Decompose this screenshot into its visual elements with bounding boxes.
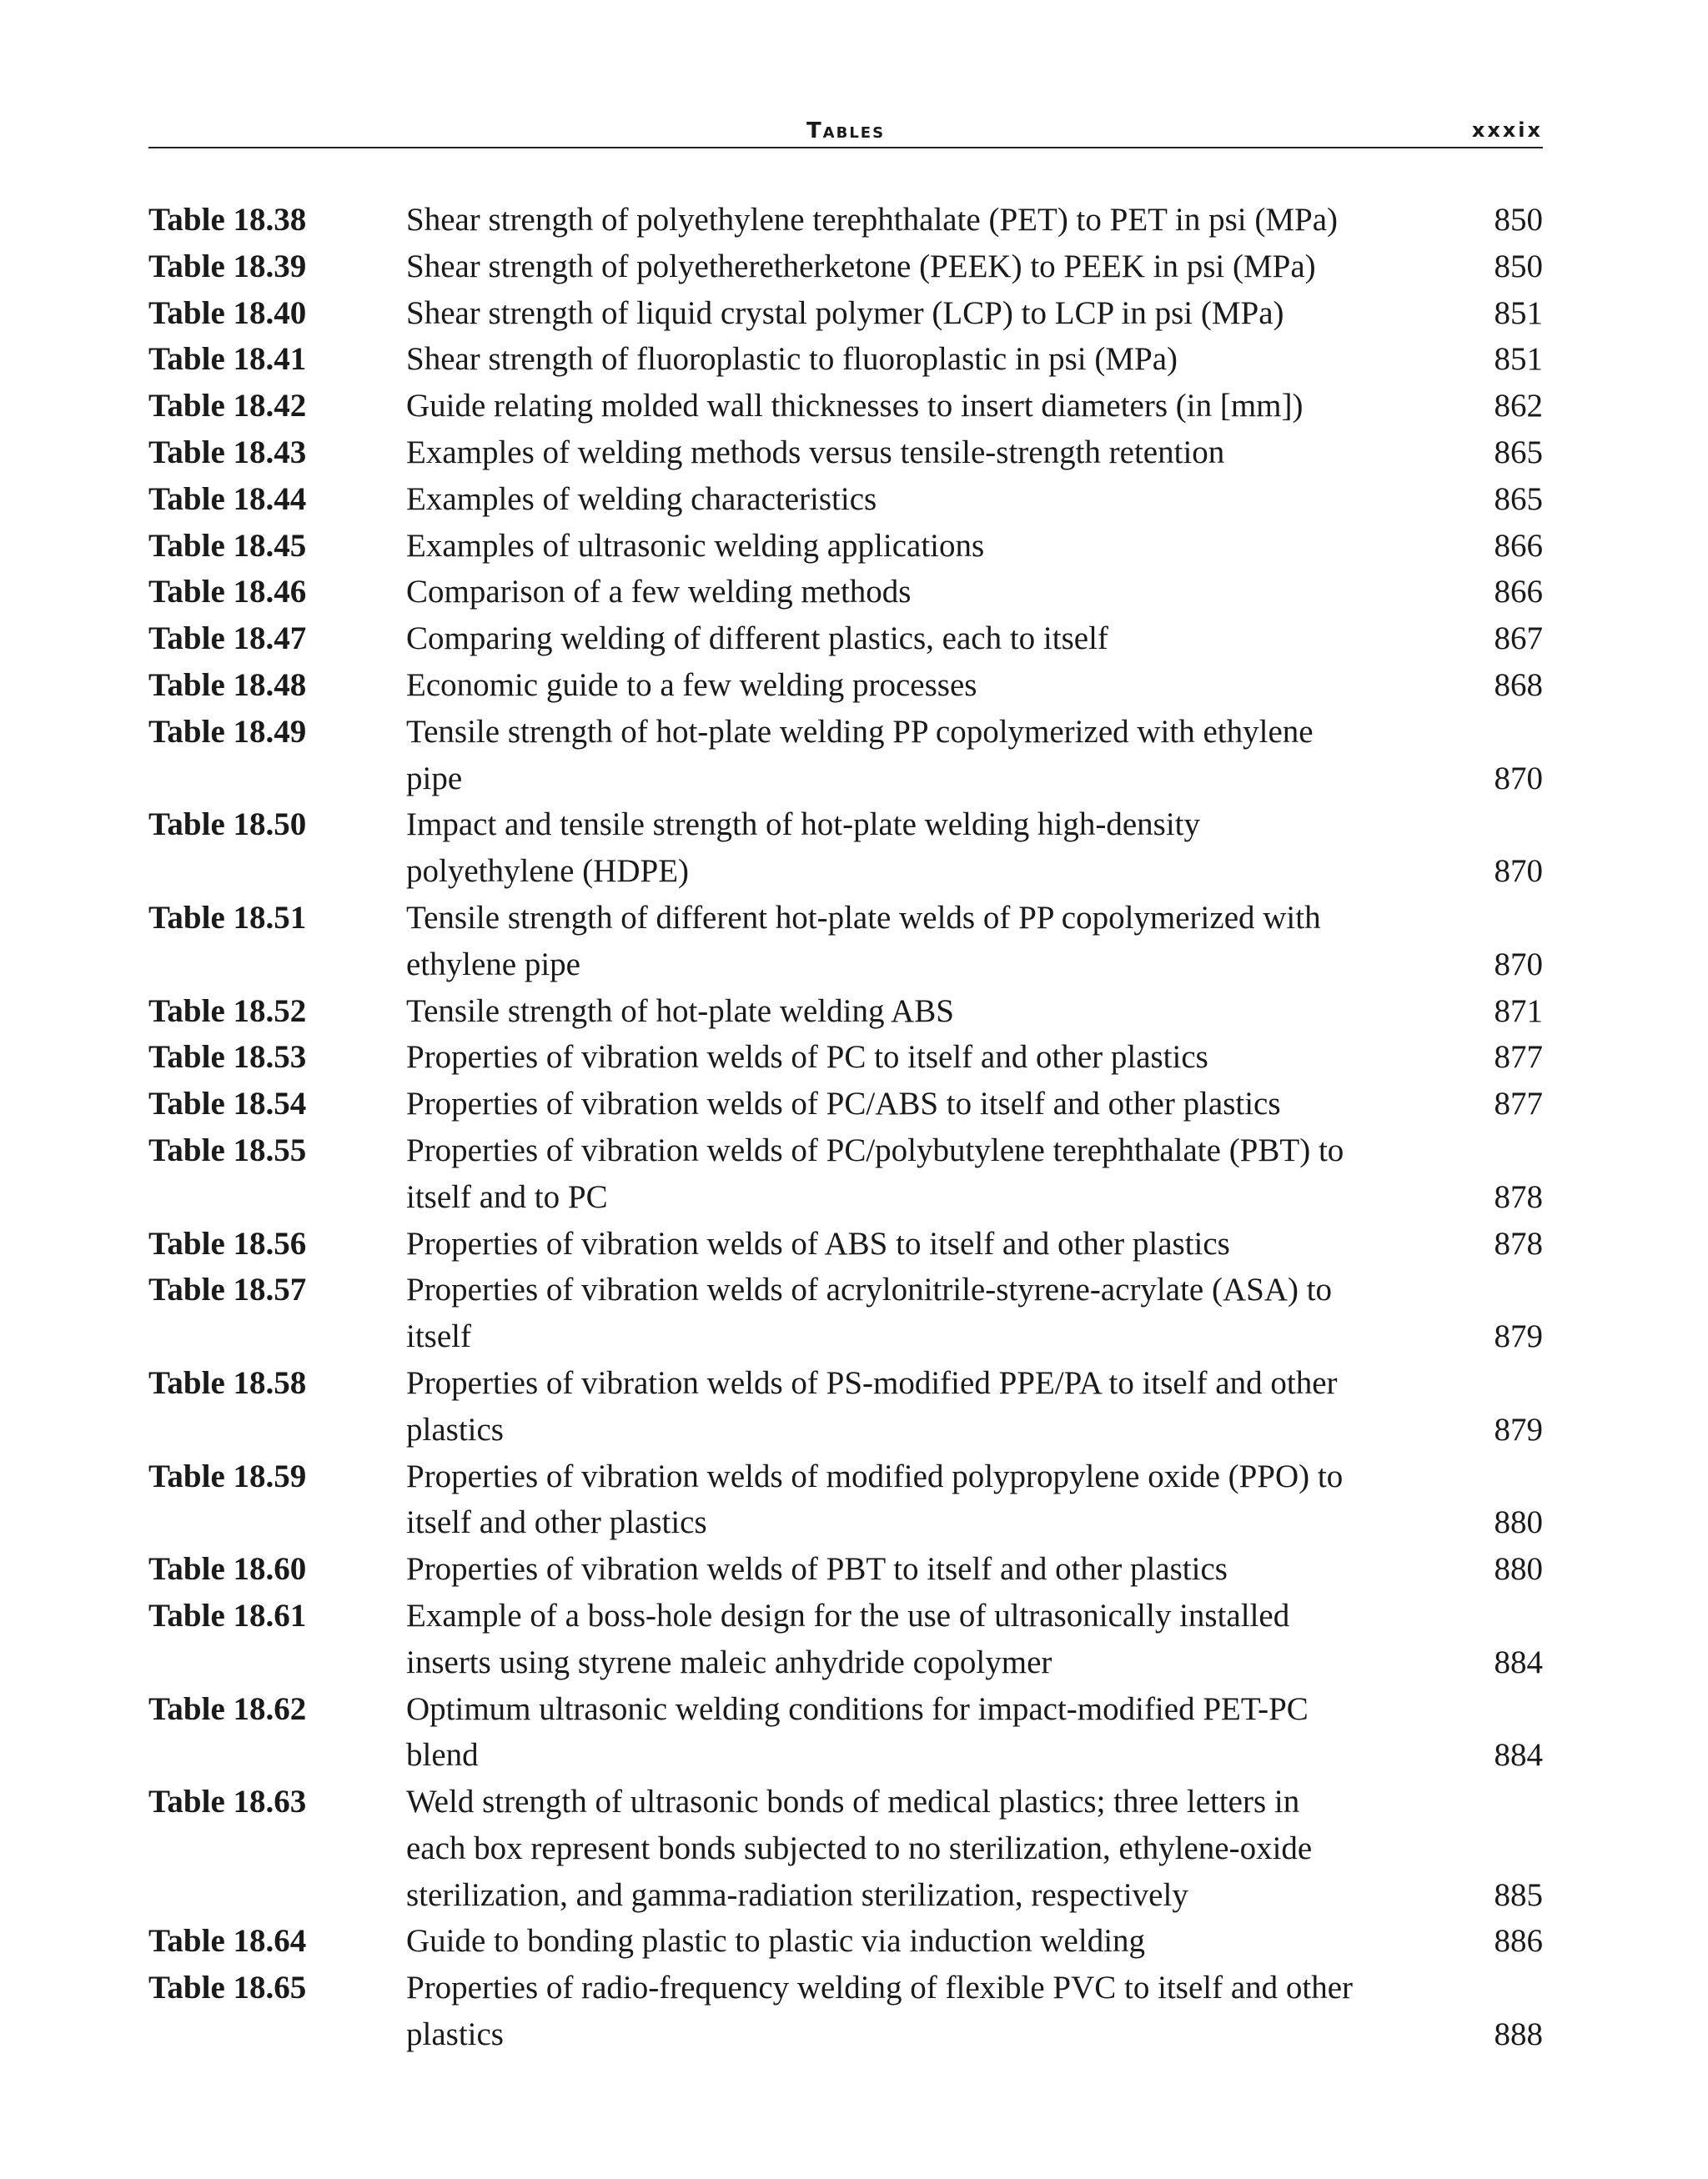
- table-title-line: Properties of vibration welds of acrylonitrile-styrene-acrylate (ASA) to: [406, 1272, 1333, 1308]
- page-reference: 850: [1494, 248, 1543, 284]
- table-title: [406, 523, 1468, 570]
- list-item: [148, 801, 1543, 895]
- table-title-line: itself and other plastics: [406, 1504, 707, 1541]
- table-title: [406, 801, 1468, 895]
- list-item: [148, 1686, 1543, 1780]
- page-reference: 866: [1494, 527, 1543, 564]
- page-reference: 884: [1494, 1737, 1543, 1774]
- page-reference: 886: [1494, 1923, 1543, 1960]
- list-item: [148, 1779, 1543, 1918]
- list-item: [148, 1221, 1543, 1268]
- table-title: [406, 1965, 1468, 2058]
- list-item: [148, 244, 1543, 290]
- table-title-line: Optimum ultrasonic welding conditions for impact-modified PET-PC: [406, 1690, 1309, 1727]
- table-title: [406, 1779, 1468, 1918]
- table-title: [406, 476, 1468, 523]
- page-reference: 865: [1494, 480, 1543, 517]
- page-reference: 865: [1494, 434, 1543, 470]
- table-number: Table 18.45: [148, 527, 307, 564]
- page-reference: 884: [1494, 1644, 1543, 1680]
- list-item: [148, 429, 1543, 476]
- page-reference: 851: [1494, 341, 1543, 378]
- table-title-line: blend: [406, 1737, 479, 1774]
- table-number: Table 18.56: [148, 1225, 307, 1262]
- table-number: Table 18.43: [148, 434, 307, 470]
- page-reference: 871: [1494, 992, 1543, 1029]
- list-item: [148, 476, 1543, 523]
- table-number: Table 18.39: [148, 248, 307, 284]
- page-reference: 850: [1494, 202, 1543, 238]
- page-reference: 879: [1494, 1411, 1543, 1448]
- page-reference: 866: [1494, 574, 1543, 610]
- table-number: Table 18.41: [148, 341, 307, 378]
- table-number: Table 18.59: [148, 1458, 307, 1494]
- table-title-line: Properties of radio-frequency welding of flexible PVC to itself and other: [406, 1970, 1354, 2006]
- table-number: Table 18.54: [148, 1086, 307, 1122]
- list-item: [148, 1454, 1543, 1547]
- table-title-line: Economic guide to a few welding processes: [406, 666, 977, 703]
- page-reference: 870: [1494, 760, 1543, 796]
- page-number: xxxix: [1471, 118, 1543, 142]
- page-reference: 878: [1494, 1178, 1543, 1215]
- list-item: [148, 615, 1543, 662]
- table-title: [406, 429, 1468, 476]
- table-title-line: Shear strength of polyetheretherketone (PEEK) to PEEK in psi (MPa): [406, 248, 1316, 284]
- table-title-line: Properties of vibration welds of PS-modified PPE/PA to itself and other: [406, 1364, 1338, 1401]
- table-number: Table 18.62: [148, 1690, 307, 1727]
- table-title-line: itself and to PC: [406, 1178, 608, 1215]
- list-item: [148, 1593, 1543, 1686]
- page-reference: 870: [1494, 853, 1543, 890]
- table-title-line: pipe: [406, 760, 463, 796]
- table-title-line: Guide to bonding plastic to plastic via induction welding: [406, 1923, 1146, 1960]
- table-title: [406, 197, 1468, 244]
- table-title: [406, 895, 1468, 988]
- table-title-line: Weld strength of ultrasonic bonds of medical plastics; three letters in: [406, 1784, 1300, 1820]
- table-number: Table 18.58: [148, 1364, 307, 1401]
- list-item: [148, 709, 1543, 802]
- table-number: Table 18.60: [148, 1551, 307, 1588]
- table-list: [148, 197, 1543, 2058]
- table-title: [406, 1454, 1468, 1547]
- table-title: [406, 336, 1468, 383]
- table-title: [406, 383, 1468, 429]
- table-title-line: Example of a boss-hole design for the use of ultrasonically installed: [406, 1597, 1290, 1634]
- list-item: [148, 1267, 1543, 1360]
- table-title-line: Shear strength of liquid crystal polymer (LCP) to LCP in psi (MPa): [406, 294, 1284, 331]
- table-title-line: Shear strength of polyethylene terephthalate (PET) to PET in psi (MPa): [406, 202, 1339, 238]
- table-title: [406, 1546, 1468, 1593]
- list-item: [148, 290, 1543, 337]
- page-reference: 879: [1494, 1318, 1543, 1355]
- table-number: Table 18.57: [148, 1272, 307, 1308]
- table-title-line: Shear strength of fluoroplastic to fluoroplastic in psi (MPa): [406, 341, 1178, 378]
- table-title-line: Properties of vibration welds of ABS to itself and other plastics: [406, 1225, 1230, 1262]
- table-title: [406, 1267, 1468, 1360]
- list-item: [148, 662, 1543, 709]
- table-number: Table 18.48: [148, 666, 307, 703]
- running-head: [148, 117, 1543, 148]
- table-number: Table 18.49: [148, 713, 307, 750]
- table-title-line: each box represent bonds subjected to no sterilization, ethylene-oxide: [406, 1830, 1313, 1866]
- table-title-line: plastics: [406, 2016, 504, 2053]
- table-title: [406, 1081, 1468, 1127]
- table-title: [406, 615, 1468, 662]
- page-reference: 862: [1494, 388, 1543, 424]
- table-number: Table 18.38: [148, 202, 307, 238]
- table-title-line: inserts using styrene maleic anhydride copolymer: [406, 1644, 1052, 1680]
- table-title-line: ethylene pipe: [406, 946, 580, 982]
- table-number: Table 18.65: [148, 1970, 307, 2006]
- table-title-line: polyethylene (HDPE): [406, 853, 690, 890]
- table-number: Table 18.52: [148, 992, 307, 1029]
- table-title: [406, 1686, 1468, 1780]
- table-title-line: Comparing welding of different plastics, each to itself: [406, 620, 1108, 657]
- list-item: [148, 197, 1543, 244]
- list-item: [148, 1965, 1543, 2058]
- list-item: [148, 1918, 1543, 1965]
- page-reference: 880: [1494, 1551, 1543, 1588]
- table-title: [406, 1918, 1468, 1965]
- table-title: [406, 1593, 1468, 1686]
- table-title-line: Tensile strength of different hot-plate welds of PP copolymerized with: [406, 899, 1321, 936]
- table-number: Table 18.55: [148, 1132, 307, 1168]
- page-reference: 880: [1494, 1504, 1543, 1541]
- page-reference: 885: [1494, 1876, 1543, 1913]
- list-item: [148, 988, 1543, 1035]
- table-title: [406, 290, 1468, 337]
- table-title: [406, 662, 1468, 709]
- table-title-line: Properties of vibration welds of PBT to itself and other plastics: [406, 1551, 1228, 1588]
- table-title: [406, 1360, 1468, 1454]
- table-title-line: Properties of vibration welds of PC/ABS to itself and other plastics: [406, 1086, 1281, 1122]
- table-title-line: Guide relating molded wall thicknesses to insert diameters (in [mm]): [406, 388, 1304, 424]
- table-title-line: Examples of welding methods versus tensile-strength retention: [406, 434, 1225, 470]
- page-reference: 888: [1494, 2016, 1543, 2053]
- page-reference: 870: [1494, 946, 1543, 982]
- page-reference: 877: [1494, 1086, 1543, 1122]
- table-title: [406, 988, 1468, 1035]
- page-reference: 877: [1494, 1039, 1543, 1076]
- table-number: Table 18.46: [148, 574, 307, 610]
- list-item: [148, 523, 1543, 570]
- table-number: Table 18.42: [148, 388, 307, 424]
- table-number: Table 18.40: [148, 294, 307, 331]
- table-number: Table 18.44: [148, 480, 307, 517]
- list-item: [148, 336, 1543, 383]
- table-title: [406, 1034, 1468, 1081]
- table-title: [406, 1127, 1468, 1221]
- table-title-line: itself: [406, 1318, 471, 1355]
- table-title-line: Properties of vibration welds of PC/polybutylene terephthalate (PBT) to: [406, 1132, 1344, 1168]
- list-item: [148, 1127, 1543, 1221]
- table-number: Table 18.47: [148, 620, 307, 657]
- table-title-line: sterilization, and gamma-radiation sterilization, respectively: [406, 1876, 1188, 1913]
- table-number: Table 18.63: [148, 1784, 307, 1820]
- table-title-line: Properties of vibration welds of modified polypropylene oxide (PPO) to: [406, 1458, 1344, 1494]
- table-title: [406, 569, 1468, 615]
- table-number: Table 18.53: [148, 1039, 307, 1076]
- list-item: [148, 569, 1543, 615]
- list-item: [148, 895, 1543, 988]
- table-number: Table 18.64: [148, 1923, 307, 1960]
- table-title-line: Tensile strength of hot-plate welding ABS: [406, 992, 954, 1029]
- table-title-line: Examples of ultrasonic welding applications: [406, 527, 985, 564]
- page-reference: 851: [1494, 294, 1543, 331]
- list-item: [148, 1081, 1543, 1127]
- table-title-line: Impact and tensile strength of hot-plate welding high-density: [406, 806, 1201, 843]
- running-title: Tables: [806, 118, 886, 143]
- table-number: Table 18.51: [148, 899, 307, 936]
- table-number: Table 18.50: [148, 806, 307, 843]
- list-item: [148, 1546, 1543, 1593]
- table-title: [406, 709, 1468, 802]
- table-title: [406, 1221, 1468, 1268]
- page-reference: 868: [1494, 666, 1543, 703]
- table-title-line: Properties of vibration welds of PC to itself and other plastics: [406, 1039, 1208, 1076]
- table-title-line: Examples of welding characteristics: [406, 480, 877, 517]
- table-title: [406, 244, 1468, 290]
- list-item: [148, 383, 1543, 429]
- table-title-line: Comparison of a few welding methods: [406, 574, 912, 610]
- table-number: Table 18.61: [148, 1597, 307, 1634]
- table-title-line: Tensile strength of hot-plate welding PP copolymerized with ethylene: [406, 713, 1314, 750]
- page-reference: 867: [1494, 620, 1543, 657]
- list-item: [148, 1034, 1543, 1081]
- page-reference: 878: [1494, 1225, 1543, 1262]
- table-title-line: plastics: [406, 1411, 504, 1448]
- list-item: [148, 1360, 1543, 1454]
